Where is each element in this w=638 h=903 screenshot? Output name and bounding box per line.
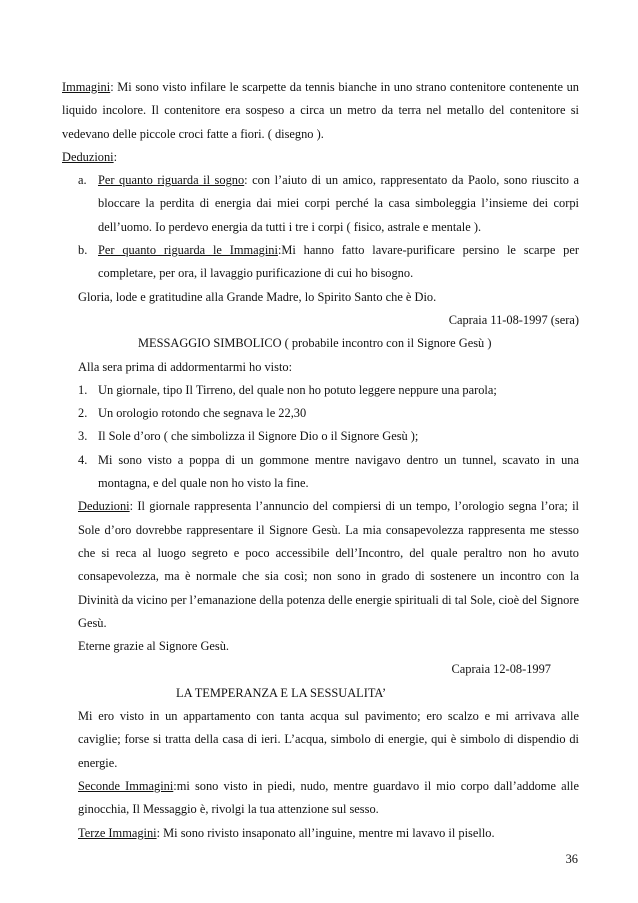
deduzioni-item-b — [62, 239, 579, 286]
item-text: Il Sole d’oro ( che simbolizza il Signore Dio o il Signore Gesù ); — [98, 429, 419, 444]
entry-title: LA TEMPERANZA E LA SESSUALITA’ — [176, 685, 387, 700]
item-marker: 2. — [78, 406, 88, 421]
item-label: Per quanto riguarda il sogno — [98, 173, 245, 188]
item-text: :Mi hanno fatto lavare-purificare persino le scarpe per completare, per ora, il lavaggio purificazione di cui ho bisogno. — [98, 243, 580, 281]
item-text: Un orologio rotondo che segnava le 22,30 — [98, 406, 307, 421]
deduzioni-heading: Deduzioni: — [62, 149, 118, 164]
deduzioni-item-a — [62, 169, 579, 239]
item-marker: 1. — [78, 382, 88, 397]
acqua-paragraph: Mi ero visto in un appartamento con tanta acqua sul pavimento; ero scalzo e mi arrivava alle caviglie; forse si tratta della casa di ieri. L’acqua, simbolo di energie, qui è simbolo di dispendio di energie. — [78, 709, 579, 770]
list-item — [62, 379, 579, 402]
gloria-line: Gloria, lode e gratitudine alla Grande Madre, lo Spirito Santo che è Dio. — [78, 289, 437, 304]
list-item — [62, 425, 579, 448]
deduzioni-label: Deduzioni — [62, 149, 114, 164]
list-item — [62, 449, 579, 496]
immagini-paragraph — [62, 76, 579, 146]
terze-label: Terze Immagini — [78, 825, 157, 840]
page-number: 36 — [565, 852, 578, 866]
item-text: Mi sono visto a poppa di un gommone mentre navigavo dentro un tunnel, scavato in una montagna, e del quale non ho visto la fine. — [98, 452, 579, 491]
item-marker: 4. — [78, 452, 88, 467]
item-text: : con l’aiuto di un amico, rappresentato da Paolo, sono riuscito a bloccare la perdita di energia dai miei corpi perché la casa simboleggia l’insieme dei corpi dell’uomo. Io perdevo energia da tutti i tre i corpi ( fisico, astrale e mentale ). — [98, 173, 579, 234]
entry-date: Capraia 12-08-1997 — [451, 662, 551, 677]
seconde-immagini-paragraph — [62, 775, 579, 822]
entry-intro: Alla sera prima di addormentarmi ho visto: — [78, 359, 293, 374]
seconde-label: Seconde Immagini — [78, 778, 174, 793]
immagini-label: Immagini — [62, 80, 111, 94]
terze-immagini-paragraph — [62, 822, 579, 845]
immagini-text: : Mi sono visto infilare le scarpette da tennis bianche in uno strano contenitore contenente un liquido incolore. Il contenitore era sospeso a circa un metro da terra nel metallo del contenitore si vedevano delle piccole croci fatte a fiori. ( disegno ). — [62, 80, 579, 141]
item-marker: 3. — [78, 429, 88, 444]
item-marker: b. — [78, 243, 88, 258]
item-text: Un giornale, tipo Il Tirreno, del quale non ho potuto leggere neppure una parola; — [98, 382, 497, 397]
document-page — [62, 76, 579, 845]
grazie-line: Eterne grazie al Signore Gesù. — [78, 639, 230, 654]
terze-text: : Mi sono rivisto insaponato all’inguine, mentre mi lavavo il pisello. — [156, 825, 495, 840]
entry-title: MESSAGGIO SIMBOLICO ( probabile incontro con il Signore Gesù ) — [138, 336, 492, 351]
item-marker: a. — [78, 173, 87, 188]
deduzioni-text: : Il giornale rappresenta l’annuncio del compiersi di un tempo, l’orologio segna l’ora; il Sole d’oro dovrebbe rappresentare il Signore Gesù. La mia consapevolezza rappresenta me stesso che si reca al luogo segreto e poco accessibile dell’Incontro, del quale peraltro non ho avuto consapevolezza, ma è normale che sia così; non sono in grado di sostenere un incontro con la Divinità da vicino per l’emanazione della potenza delle energie spirituali di tal Sole, cioè del Signore Gesù. — [78, 499, 579, 630]
deduzioni-paragraph — [62, 495, 579, 635]
entry-date: Capraia 11-08-1997 (sera) — [448, 312, 579, 327]
seconde-text: :mi sono visto in piedi, nudo, mentre guardavo il mio corpo dall’addome alle ginocchia, Il Messaggio è, rivolgi la tua attenzione sul sesso. — [78, 778, 579, 817]
list-item — [62, 402, 579, 425]
item-label: Per quanto riguarda le Immagini — [98, 243, 278, 258]
deduzioni-label: Deduzioni — [78, 499, 130, 514]
